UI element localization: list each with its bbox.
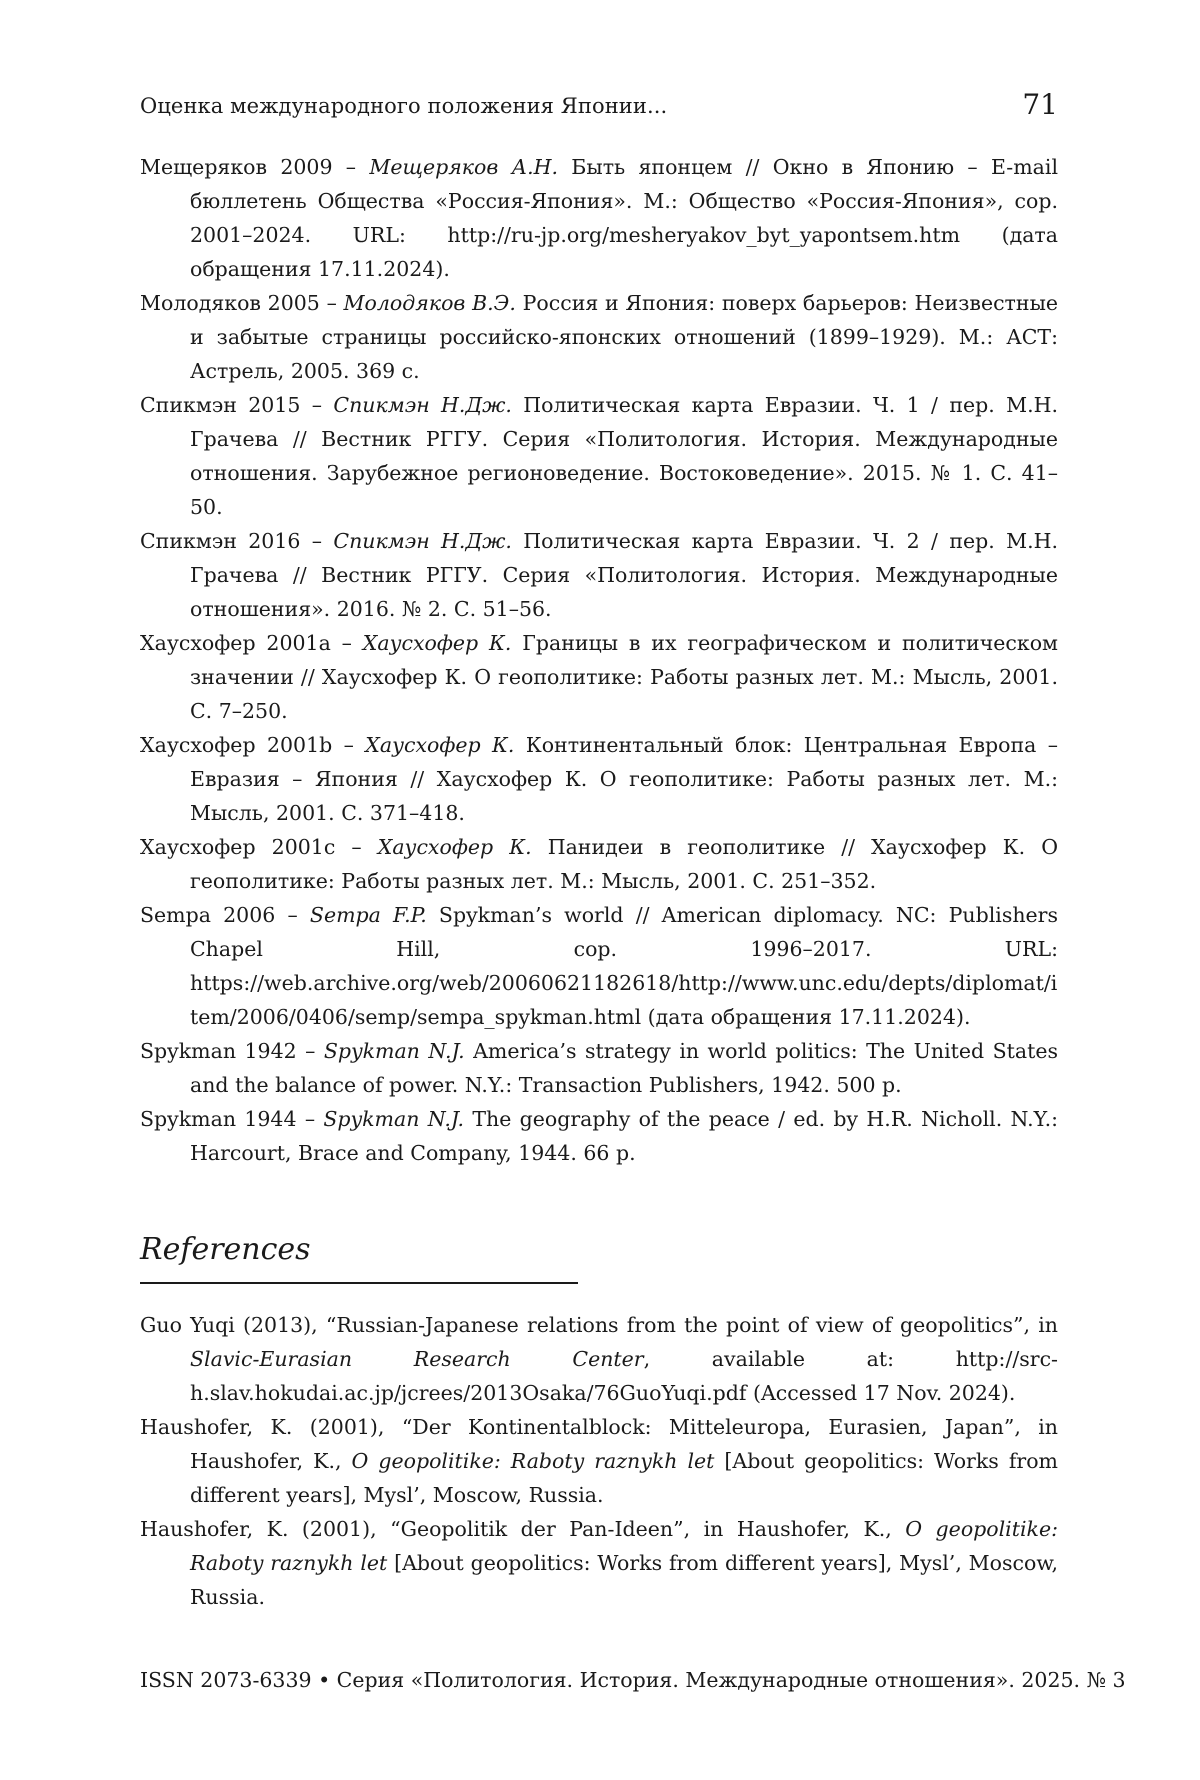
reference-text: Guo Yuqi (2013), “Russian-Japanese relations from the point of view of geopolitics”, in xyxy=(140,1313,1058,1337)
entry-key: Spykman 1944 – xyxy=(140,1107,323,1131)
entry-key: Мещеряков 2009 – xyxy=(140,155,369,179)
entry-text: Политическая карта Евразии. Ч. 2 / пер. М.Н. Грачева // Вестник РГГУ. Серия «Политология. История. Международные отношения». 2016. № 2. С. 51–56. xyxy=(190,529,1058,621)
reference-text: Haushofer, K. (2001), “Geopolitik der Pan-Ideen”, in Haushofer, K., xyxy=(140,1517,905,1541)
entry-key: Хаусхофер 2001c – xyxy=(140,835,378,859)
running-header xyxy=(140,88,1058,128)
entry-key: Хаусхофер 2001a – xyxy=(140,631,363,655)
entry-text: Политическая карта Евразии. Ч. 1 / пер. М.Н. Грачева // Вестник РГГУ. Серия «Политология. История. Международные отношения. Зарубежное регионоведение. Востоковедение». 2015. № 1. С. 41–50. xyxy=(190,393,1058,519)
reference-source: O geopolitike: Raboty raznykh let xyxy=(190,1517,1058,1575)
bibliography-entry xyxy=(140,524,1058,626)
entry-author: Хаусхофер К. xyxy=(363,631,512,655)
references-rule xyxy=(140,1282,578,1284)
entry-author: Мещеряков А.Н. xyxy=(369,155,558,179)
entry-key: Молодяков 2005 – xyxy=(140,291,344,315)
page-footer: ISSN 2073-6339 • Серия «Политология. История. Международные отношения». 2025. № 3 xyxy=(140,1668,1126,1692)
entry-key: Sempa 2006 – xyxy=(140,903,310,927)
entry-author: Хаусхофер К. xyxy=(365,733,514,757)
bibliography-entry xyxy=(140,830,1058,898)
reference-source: O geopolitike: Raboty raznykh let xyxy=(352,1449,715,1473)
entry-key: Хаусхофер 2001b – xyxy=(140,733,365,757)
running-title: Оценка международного положения Японии... xyxy=(140,94,667,118)
reference-entry xyxy=(140,1410,1058,1512)
entry-text: Континентальный блок: Центральная Европа – Евразия – Япония // Хаусхофер К. О геополитике: Работы разных лет. М.: Мысль, 2001. С. 371–418. xyxy=(190,733,1058,825)
entry-author: Спикмэн Н.Дж. xyxy=(333,393,512,417)
entry-key: Спикмэн 2016 – xyxy=(140,529,333,553)
bibliography-entry xyxy=(140,898,1058,1034)
reference-text: [About geopolitics: Works from different years], Mysl’, Moscow, Russia. xyxy=(190,1449,1058,1507)
bibliography-entry xyxy=(140,388,1058,524)
entry-author: Хаусхофер К. xyxy=(378,835,532,859)
entry-author: Спикмэн Н.Дж. xyxy=(333,529,512,553)
reference-text: [About geopolitics: Works from different years], Mysl’, Moscow, Russia. xyxy=(190,1551,1058,1609)
reference-text: , available at: http://src-h.slav.hokudai.ac.jp/jcrees/2013Osaka/76GuoYuqi.pdf (Accessed 17 Nov. 2024). xyxy=(190,1347,1058,1405)
reference-source: Slavic-Eurasian Research Center xyxy=(190,1347,644,1371)
entry-text: Spykman’s world // American diplomacy. NC: Publishers Chapel Hill, cop. 1996–2017. URL: https://web.archive.org/web/20060621182618/http://www.unc.edu/depts/diplomat/item/2006/0406/semp/sempa_spykman.html (дата обращения 17.11.2024). xyxy=(190,903,1058,1029)
bibliography-entry xyxy=(140,728,1058,830)
reference-entry xyxy=(140,1308,1058,1410)
entry-author: Sempa F.P. xyxy=(310,903,427,927)
entry-author: Молодяков В.Э. xyxy=(344,291,516,315)
references-heading: References xyxy=(140,1232,311,1267)
page-number: 71 xyxy=(1022,88,1058,121)
bibliography-entry xyxy=(140,1102,1058,1170)
entry-text: The geography of the peace / ed. by H.R. Nicholl. N.Y.: Harcourt, Brace and Company, 1944. 66 p. xyxy=(190,1107,1058,1165)
entry-key: Спикмэн 2015 – xyxy=(140,393,333,417)
reference-entry xyxy=(140,1512,1058,1614)
reference-text: Haushofer, K. (2001), “Der Kontinentalblock: Mitteleuropa, Eurasien, Japan”, in Haushofer, K., xyxy=(140,1415,1058,1473)
journal-page xyxy=(140,0,1058,1780)
entry-text: Границы в их географическом и политическом значении // Хаусхофер К. О геополитике: Работы разных лет. М.: Мысль, 2001. С. 7–250. xyxy=(190,631,1058,723)
entry-author: Spykman N.J. xyxy=(324,1039,465,1063)
entry-text: Россия и Япония: поверх барьеров: Неизвестные и забытые страницы российско-японских отношений (1899–1929). М.: АСТ: Астрель, 2005. 369 с. xyxy=(190,291,1058,383)
entry-author: Spykman N.J. xyxy=(323,1107,464,1131)
references-list xyxy=(140,1308,1058,1614)
entry-text: Быть японцем // Окно в Японию – E-mail бюллетень Общества «Россия-Япония». М.: Общество «Россия-Япония», cop. 2001–2024. URL: http://ru-jp.org/mesheryakov_byt_yapontsem.htm (дата обращения 17.11.2024). xyxy=(190,155,1058,281)
bibliography-entry xyxy=(140,150,1058,286)
entry-text: Панидеи в геополитике // Хаусхофер К. О геополитике: Работы разных лет. М.: Мысль, 2001. С. 251–352. xyxy=(190,835,1058,893)
bibliography-list xyxy=(140,150,1058,1170)
bibliography-entry xyxy=(140,1034,1058,1102)
entry-key: Spykman 1942 – xyxy=(140,1039,324,1063)
bibliography-entry xyxy=(140,286,1058,388)
bibliography-entry xyxy=(140,626,1058,728)
entry-text: America’s strategy in world politics: The United States and the balance of power. N.Y.: Transaction Publishers, 1942. 500 p. xyxy=(190,1039,1058,1097)
